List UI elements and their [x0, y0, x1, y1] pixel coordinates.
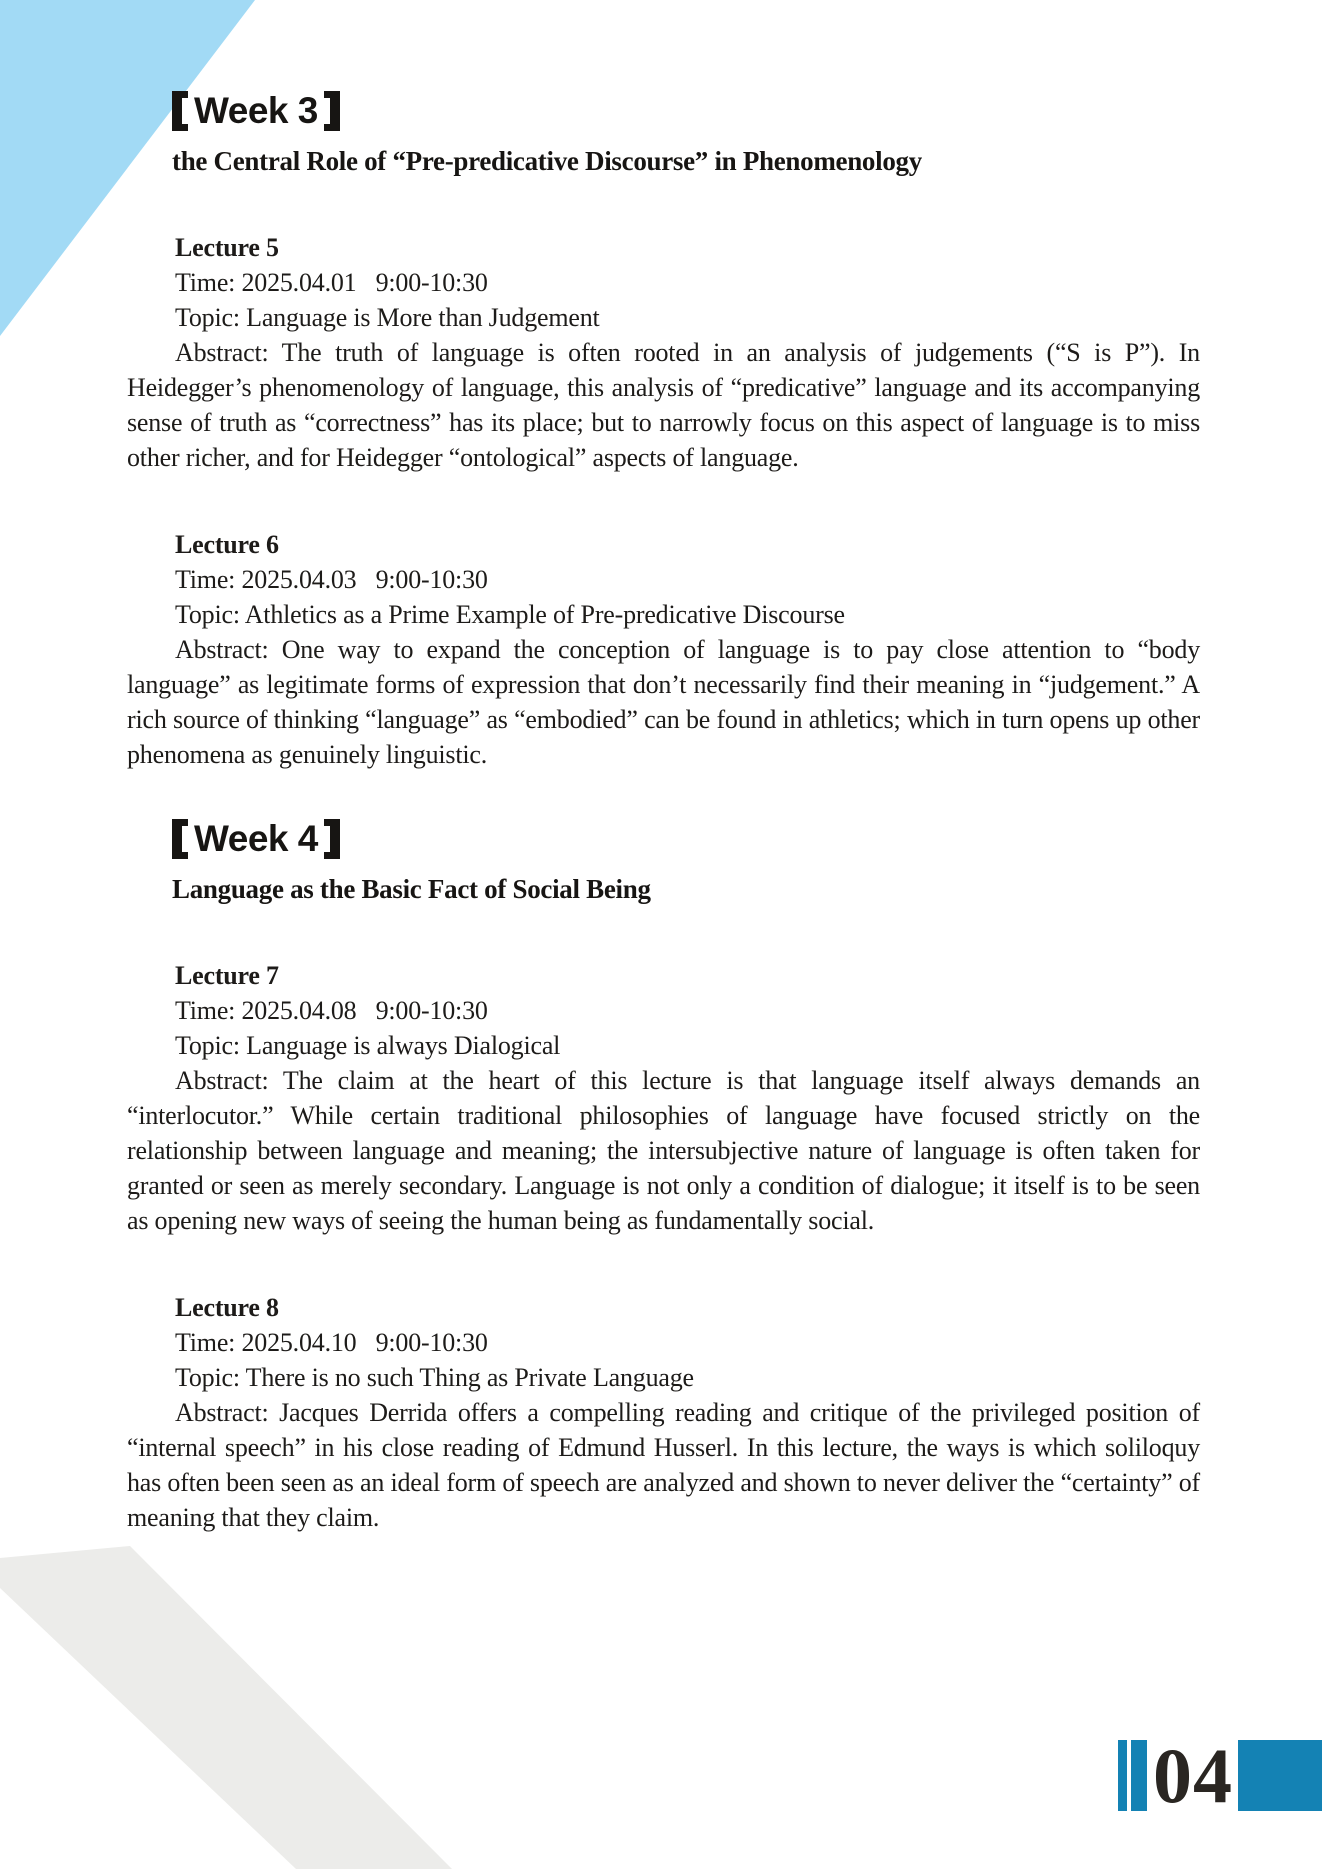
lecture-topic: Topic: Athletics as a Prime Example of Pre-predicative Discourse	[175, 600, 845, 629]
footer-wide-bar	[1131, 1740, 1147, 1811]
week-4-section	[127, 816, 1200, 1535]
lecture-time: Time: 2025.04.08 9:00-10:30	[175, 996, 488, 1025]
week-3-heading	[172, 88, 1200, 134]
lecture-title: Lecture 5	[175, 233, 279, 262]
lecture-7-block	[127, 958, 1200, 1238]
page-number: 04	[1153, 1732, 1233, 1819]
lecture-5-block	[127, 230, 1200, 475]
lenticular-bracket-right-icon	[324, 91, 340, 131]
week-4-subtitle: Language as the Basic Fact of Social Being	[172, 874, 651, 904]
week-3-section	[127, 88, 1200, 772]
lecture-time: Time: 2025.04.03 9:00-10:30	[175, 565, 488, 594]
page-content	[127, 0, 1200, 1535]
week-3-heading-label: Week 3	[194, 90, 318, 131]
lecture-topic: Topic: Language is always Dialogical	[175, 1031, 561, 1060]
lecture-6-block	[127, 527, 1200, 772]
week-4-heading-label: Week 4	[194, 818, 318, 859]
lecture-8-block	[127, 1290, 1200, 1535]
lecture-abstract: Abstract: The truth of language is often rooted in an analysis of judgements (“S is P”). In Heidegger’s phenomenology of language, this analysis of “predicative” language and its accompanying sense of truth as “correctness” has its place; but to narrowly focus on this aspect of language is to miss other richer, and for Heidegger “ontological” aspects of language.	[127, 338, 1200, 472]
lecture-time: Time: 2025.04.01 9:00-10:30	[175, 268, 488, 297]
lenticular-bracket-left-icon	[172, 819, 188, 859]
lecture-topic: Topic: Language is More than Judgement	[175, 303, 600, 332]
lecture-title: Lecture 7	[175, 961, 279, 990]
page-footer	[1118, 1732, 1322, 1819]
lecture-title: Lecture 6	[175, 530, 279, 559]
lenticular-bracket-right-icon	[324, 819, 340, 859]
week-3-subtitle: the Central Role of “Pre-predicative Discourse” in Phenomenology	[172, 146, 922, 176]
lecture-title: Lecture 8	[175, 1293, 279, 1322]
lecture-abstract: Abstract: One way to expand the conception of language is to pay close attention to “body language” as legitimate forms of expression that don’t necessarily find their meaning in “judgement.” A rich source of thinking “language” as “embodied” can be found in athletics; which in turn opens up other phenomena as genuinely linguistic.	[127, 635, 1200, 769]
lecture-time: Time: 2025.04.10 9:00-10:30	[175, 1328, 488, 1357]
lecture-abstract: Abstract: Jacques Derrida offers a compelling reading and critique of the privileged position of “internal speech” in his close reading of Edmund Husserl. In this lecture, the ways is which soliloquy has often been seen as an ideal form of speech are analyzed and shown to never deliver the “certainty” of meaning that they claim.	[127, 1398, 1200, 1532]
lecture-topic: Topic: There is no such Thing as Private Language	[175, 1363, 694, 1392]
week-4-heading	[172, 816, 1200, 862]
lecture-abstract: Abstract: The claim at the heart of this lecture is that language itself always demands an “interlocutor.” While certain traditional philosophies of language have focused strictly on the relationship between language and meaning; the intersubjective nature of language is often taken for granted or seen as merely secondary. Language is not only a condition of dialogue; it itself is to be seen as opening new ways of seeing the human being as fundamentally social.	[127, 1066, 1200, 1235]
footer-thin-bar	[1118, 1740, 1127, 1811]
lenticular-bracket-left-icon	[172, 91, 188, 131]
footer-blue-block	[1238, 1740, 1322, 1811]
bottom-left-ribbon-decoration	[0, 1540, 460, 1869]
